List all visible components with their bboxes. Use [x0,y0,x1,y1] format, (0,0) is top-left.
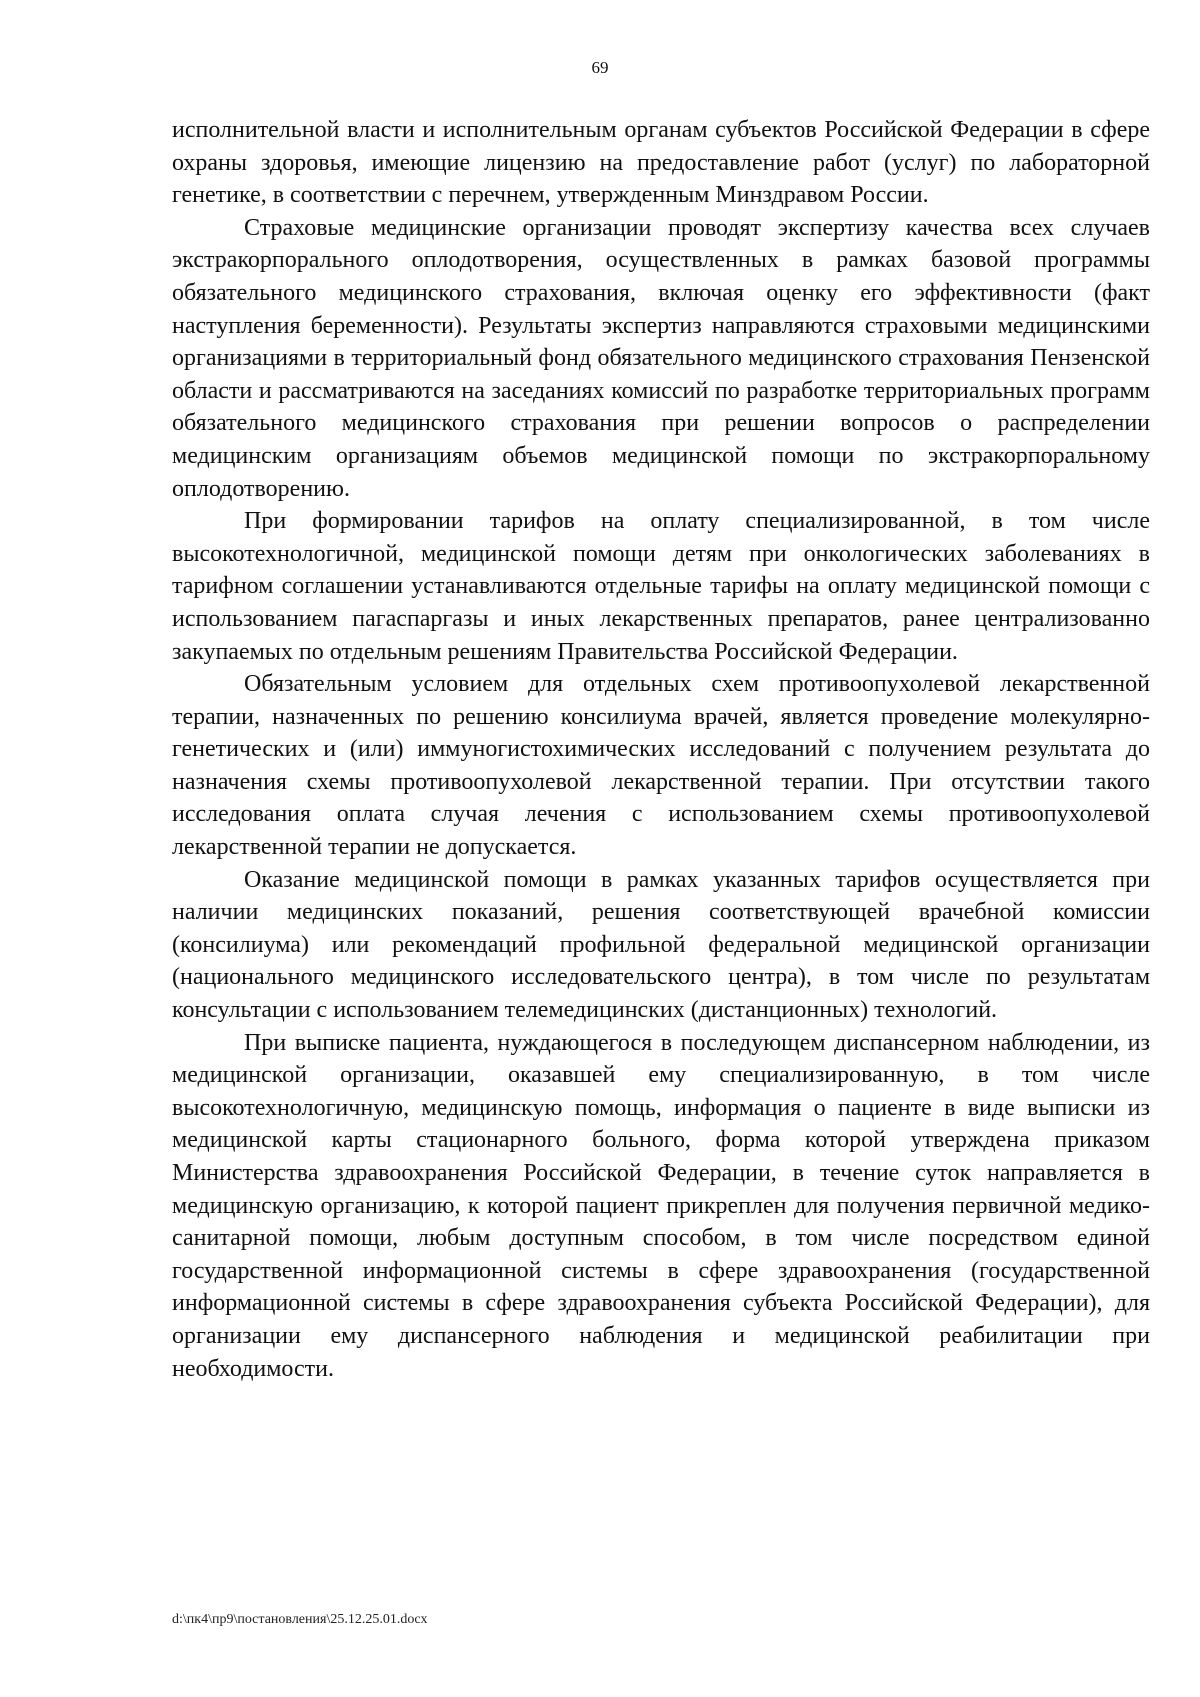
paragraph-ivf-expertise: Страховые медицинские организации проводят экспертизу качества всех случаев экстракорпорального оплодотворения, осуществленных в рамках базовой программы обязательного медицинского страхования, включая оценку его эффективности (факт наступления беременности). Результаты экспертиз направляются страховыми медицинскими организациями в территориальный фонд обязательного медицинского страхования Пензенской области и рассматриваются на заседаниях комиссий по разработке территориальных программ обязательного медицинского страхования при решении вопросов о распределении медицинским организациям объемов медицинской помощи по экстракорпоральному оплодотворению. [172,214,1150,502]
paragraph-tariffs-children-oncology: При формировании тарифов на оплату специализированной, в том числе высокотехнологичной, медицинской помощи детям при онкологических заболеваниях в тарифном соглашении устанавливаются отдельные тарифы на оплату медицинской помощи с использованием пагаспаргазы и иных лекарственных препаратов, ранее централизованно закупаемых по отдельным решениям Правительства Российской Федерации. [172,508,1150,665]
footer-file-path: d:\пк4\пр9\постановления\25.12.25.01.docx [172,1612,428,1627]
paragraph-mandatory-condition: Обязательным условием для отдельных схем противоопухолевой лекарственной терапии, назначенных по решению консилиума врачей, является проведение молекулярно-генетических и (или) иммуногистохимических исследований с получением результата до назначения схемы противоопухолевой лекарственной терапии. При отсутствии такого исследования оплата случая лечения с использованием схемы противоопухолевой лекарственной терапии не допускается. [172,671,1150,861]
paragraph-care-provision: Оказание медицинской помощи в рамках указанных тарифов осуществляется при наличии медицинских показаний, решения соответствующей врачебной комиссии (консилиума) или рекомендаций профильной федеральной медицинской организации (национального медицинского исследовательского центра), в том числе по результатам консультации с использованием телемедицинских (дистанционных) технологий. [172,866,1150,1024]
document-body [172,114,1150,1385]
paragraph-continuation: исполнительной власти и исполнительным органам субъектов Российской Федерации в сфере охраны здоровья, имеющие лицензию на предоставление работ (услуг) по лабораторной генетике, в соответствии с перечнем, утвержденным Минздравом России. [172,117,1150,209]
page-number: 69 [591,58,609,77]
paragraph-patient-discharge: При выписке пациента, нуждающегося в последующем диспансерном наблюдении, из медицинской организации, оказавшей ему специализированную, в том числе высокотехнологичную, медицинскую помощь, информация о пациенте в виде выписки из медицинской карты стационарного больного, форма которой утверждена приказом Министерства здравоохранения Российской Федерации, в течение суток направляется в медицинскую организацию, к которой пациент прикреплен для получения первичной медико-санитарной помощи, любым доступным способом, в том числе посредством единой государственной информационной системы в сфере здравоохранения (государственной информационной системы в сфере здравоохранения субъекта Российской Федерации), для организации ему диспансерного наблюдения и медицинской реабилитации при необходимости. [172,1029,1150,1382]
